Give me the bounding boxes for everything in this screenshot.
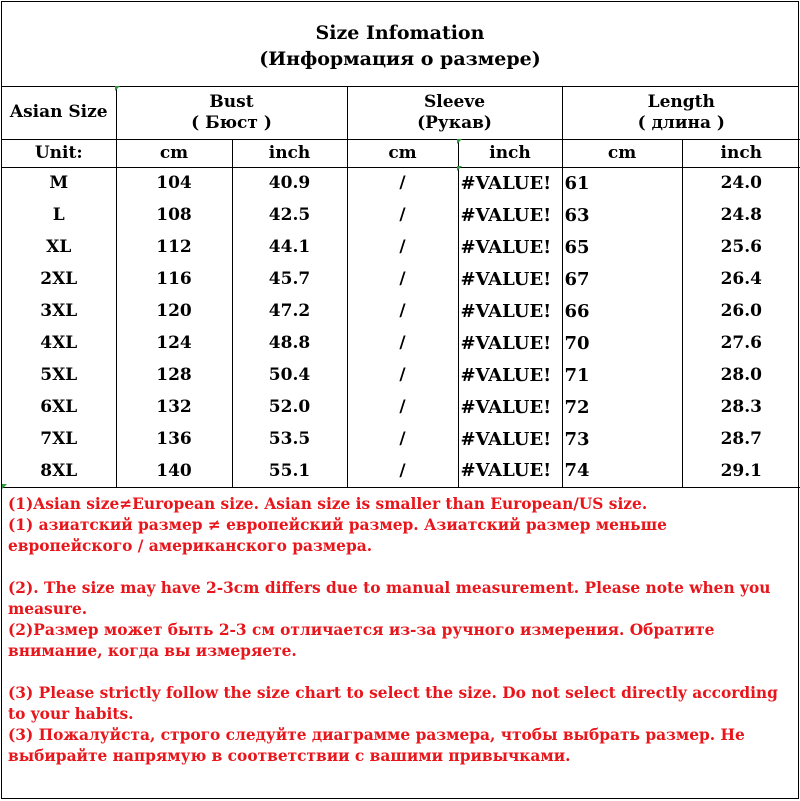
header-bust-en: Bust xyxy=(209,91,254,112)
note-2-english: (2). The size may have 2-3cm differs due to manual measurement. Please note when you measure. xyxy=(8,578,771,618)
length-inch-cell: 29.1 xyxy=(682,455,800,487)
size-cell: 2XL xyxy=(2,263,116,295)
bust-inch-cell: 40.9 xyxy=(232,167,347,199)
bust-cm-cell: 124 xyxy=(116,327,232,359)
size-cell: 4XL xyxy=(2,327,116,359)
bust-cm-cell: 116 xyxy=(116,263,232,295)
bust-inch-cell: 48.8 xyxy=(232,327,347,359)
length-cm-cell: 67 xyxy=(562,263,682,295)
bust-cm-cell: 104 xyxy=(116,167,232,199)
note-3-russian: (3) Пожалуйста, строго следуйте диаграмме размера, чтобы выбрать размер. Не выбирайте напрямую в соответствии с вашими привычками. xyxy=(8,725,745,765)
table-row xyxy=(2,199,800,231)
sleeve-cm-cell: / xyxy=(347,199,458,231)
sleeve-cm-cell: / xyxy=(347,327,458,359)
sleeve-inch-cell: #VALUE! xyxy=(458,359,562,391)
size-cell: 7XL xyxy=(2,423,116,455)
header-sleeve-ru: (Рукав) xyxy=(417,112,492,133)
bust-inch-cell: 55.1 xyxy=(232,455,347,487)
length-inch-cell: 24.8 xyxy=(682,199,800,231)
sleeve-cm-cell: / xyxy=(347,263,458,295)
cell-corner-mark-icon xyxy=(2,484,7,489)
sleeve-cm-cell: / xyxy=(347,295,458,327)
length-cm-cell: 65 xyxy=(562,231,682,263)
title-russian: (Информация о размере) xyxy=(259,48,541,70)
table-row xyxy=(2,455,800,487)
unit-length-cm: cm xyxy=(562,139,682,167)
bust-cm-cell: 112 xyxy=(116,231,232,263)
bust-cm-cell: 140 xyxy=(116,455,232,487)
sleeve-inch-cell: #VALUE! xyxy=(458,231,562,263)
table-row xyxy=(2,327,800,359)
bust-inch-cell: 44.1 xyxy=(232,231,347,263)
bust-cm-cell: 128 xyxy=(116,359,232,391)
sleeve-inch-cell: #VALUE! xyxy=(458,295,562,327)
bust-cm-cell: 132 xyxy=(116,391,232,423)
sleeve-cm-cell: / xyxy=(347,423,458,455)
length-inch-cell: 28.0 xyxy=(682,359,800,391)
title-block xyxy=(2,2,798,87)
note-spacer xyxy=(8,662,792,683)
size-cell: XL xyxy=(2,231,116,263)
sleeve-inch-cell: #VALUE! xyxy=(458,391,562,423)
title-english: Size Infomation xyxy=(315,22,485,44)
bust-inch-cell: 45.7 xyxy=(232,263,347,295)
sleeve-cm-cell: / xyxy=(347,359,458,391)
length-cm-cell: 70 xyxy=(562,327,682,359)
length-inch-cell: 26.4 xyxy=(682,263,800,295)
size-cell: 6XL xyxy=(2,391,116,423)
size-cell: 3XL xyxy=(2,295,116,327)
size-table xyxy=(2,87,800,488)
note-3-english: (3) Please strictly follow the size chart to select the size. Do not select directly according to your habits. xyxy=(8,683,778,723)
table-row xyxy=(2,391,800,423)
unit-bust-cm: cm xyxy=(116,139,232,167)
bust-inch-cell: 52.0 xyxy=(232,391,347,423)
cell-corner-mark-icon xyxy=(457,139,462,144)
length-cm-cell: 74 xyxy=(562,455,682,487)
size-chart-sheet xyxy=(1,1,799,799)
length-inch-cell: 28.3 xyxy=(682,391,800,423)
size-cell: 5XL xyxy=(2,359,116,391)
length-inch-cell: 28.7 xyxy=(682,423,800,455)
bust-cm-cell: 136 xyxy=(116,423,232,455)
table-row xyxy=(2,167,800,199)
header-bust-ru: ( Бюст ) xyxy=(191,112,272,133)
header-length-ru: ( длина ) xyxy=(637,112,725,133)
bust-inch-cell: 50.4 xyxy=(232,359,347,391)
length-inch-cell: 27.6 xyxy=(682,327,800,359)
table-row xyxy=(2,423,800,455)
unit-row xyxy=(2,139,800,167)
header-bust xyxy=(116,87,347,139)
sleeve-inch-cell: #VALUE! xyxy=(458,423,562,455)
length-inch-cell: 24.0 xyxy=(682,167,800,199)
notes-section xyxy=(2,488,798,767)
bust-inch-cell: 53.5 xyxy=(232,423,347,455)
cell-corner-mark-icon xyxy=(115,86,120,91)
size-cell: 8XL xyxy=(2,455,116,487)
bust-cm-cell: 108 xyxy=(116,199,232,231)
table-row xyxy=(2,295,800,327)
bust-inch-cell: 42.5 xyxy=(232,199,347,231)
note-1-russian: (1) азиатский размер ≠ европейский размер. Азиатский размер меньше европейского / американского размера. xyxy=(8,515,667,555)
note-2-russian: (2)Размер может быть 2-3 см отличается из-за ручного измерения. Обратите внимание, когда вы измеряете. xyxy=(8,620,715,660)
header-asian-size: Asian Size xyxy=(2,87,116,139)
header-length xyxy=(562,87,800,139)
cell-corner-mark-icon xyxy=(457,166,462,171)
length-cm-cell: 73 xyxy=(562,423,682,455)
sleeve-inch-cell: #VALUE! xyxy=(458,199,562,231)
unit-sleeve-cm: cm xyxy=(347,139,458,167)
length-inch-cell: 25.6 xyxy=(682,231,800,263)
table-row xyxy=(2,231,800,263)
length-cm-cell: 61 xyxy=(562,167,682,199)
sleeve-cm-cell: / xyxy=(347,231,458,263)
length-cm-cell: 66 xyxy=(562,295,682,327)
length-cm-cell: 71 xyxy=(562,359,682,391)
size-cell: L xyxy=(2,199,116,231)
sleeve-inch-cell: #VALUE! xyxy=(458,263,562,295)
length-inch-cell: 26.0 xyxy=(682,295,800,327)
size-cell: M xyxy=(2,167,116,199)
header-sleeve xyxy=(347,87,562,139)
table-header-row xyxy=(2,87,800,139)
sleeve-inch-cell: #VALUE! xyxy=(458,455,562,487)
unit-sleeve-inch: inch xyxy=(458,139,562,167)
unit-bust-inch: inch xyxy=(232,139,347,167)
sleeve-cm-cell: / xyxy=(347,455,458,487)
bust-inch-cell: 47.2 xyxy=(232,295,347,327)
length-cm-cell: 72 xyxy=(562,391,682,423)
header-sleeve-en: Sleeve xyxy=(423,91,486,112)
length-cm-cell: 63 xyxy=(562,199,682,231)
table-row xyxy=(2,263,800,295)
bust-cm-cell: 120 xyxy=(116,295,232,327)
header-length-en: Length xyxy=(647,91,715,112)
sleeve-cm-cell: / xyxy=(347,167,458,199)
note-spacer xyxy=(8,557,792,578)
unit-length-inch: inch xyxy=(682,139,800,167)
unit-label: Unit: xyxy=(2,139,116,167)
note-1-english: (1)Asian size≠European size. Asian size is smaller than European/US size. xyxy=(8,494,648,513)
sleeve-inch-cell: #VALUE! xyxy=(458,167,562,199)
sleeve-inch-cell: #VALUE! xyxy=(458,327,562,359)
sleeve-cm-cell: / xyxy=(347,391,458,423)
table-row xyxy=(2,359,800,391)
